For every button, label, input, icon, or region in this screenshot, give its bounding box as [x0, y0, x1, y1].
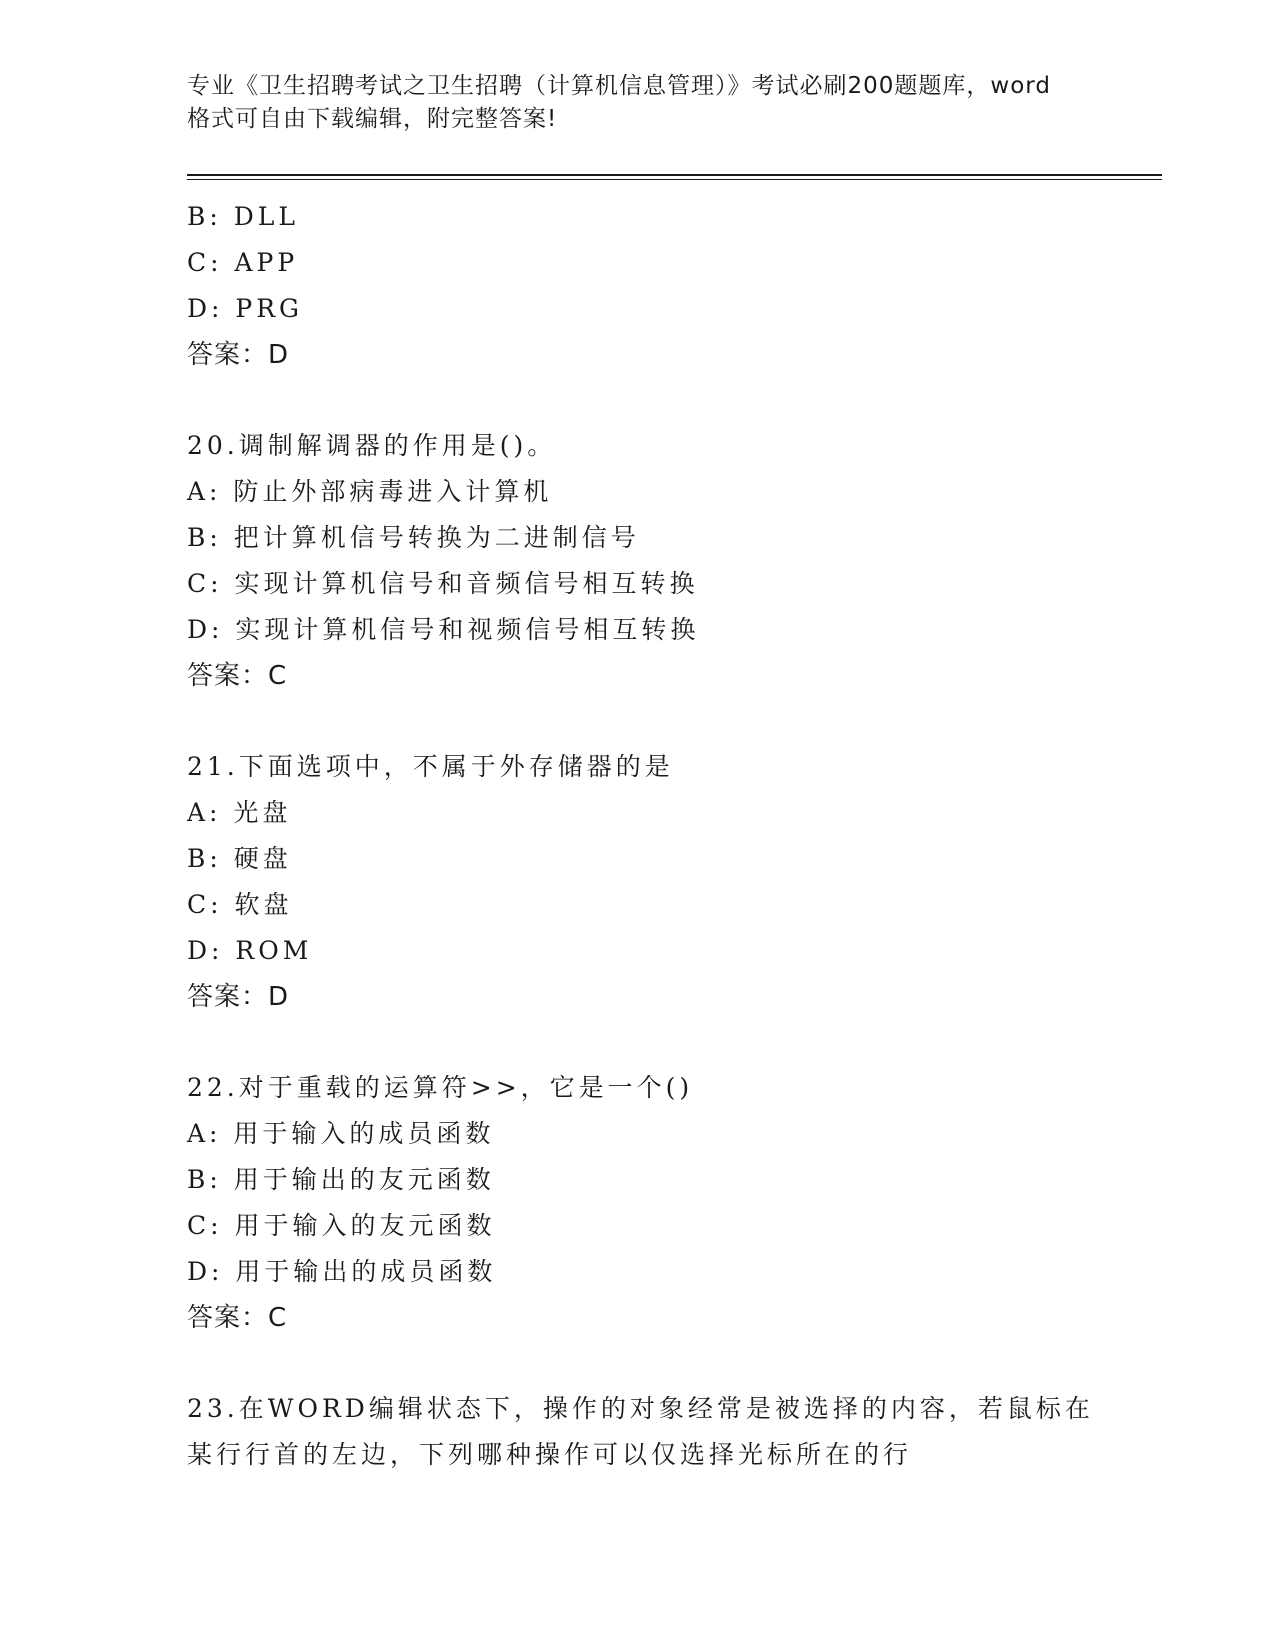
spacer: [187, 378, 1162, 423]
question-20: [187, 423, 1162, 699]
question-title-line-1: 23.在WORD编辑状态下，操作的对象经常是被选择的内容，若鼠标在: [187, 1394, 1094, 1423]
option-c: C: 实现计算机信号和音频信号相互转换: [187, 569, 699, 598]
option-a: A: 光盘: [187, 798, 292, 827]
option-b: B: 硬盘: [187, 844, 292, 873]
option-b: B: 把计算机信号转换为二进制信号: [187, 523, 640, 552]
option-d: D: ROM: [187, 936, 313, 965]
spacer: [187, 699, 1162, 744]
option-c: C: APP: [187, 248, 299, 277]
question-title: 20.调制解调器的作用是()。: [187, 431, 557, 460]
option-d: D: PRG: [187, 294, 304, 323]
question-title-line-2: 某行行首的左边，下列哪种操作可以仅选择光标所在的行: [187, 1440, 913, 1469]
question-title: 21.下面选项中，不属于外存储器的是: [187, 752, 674, 781]
header-title-line-2: 格式可自由下载编辑，附完整答案!: [187, 106, 558, 132]
question-22: [187, 1065, 1162, 1341]
option-d: D: 用于输出的成员函数: [187, 1257, 497, 1286]
question-title: 22.对于重载的运算符>>，它是一个(): [187, 1073, 694, 1102]
document-content: [187, 194, 1162, 1478]
option-c: C: 用于输入的友元函数: [187, 1211, 496, 1240]
header-divider: [187, 174, 1162, 180]
option-b: B: 用于输出的友元函数: [187, 1165, 495, 1194]
answer-line: 答案：C: [187, 661, 288, 691]
spacer: [187, 1341, 1162, 1386]
question-19-tail: [187, 194, 1162, 378]
spacer: [187, 1020, 1162, 1065]
option-a: A: 防止外部病毒进入计算机: [187, 477, 553, 506]
option-d: D: 实现计算机信号和视频信号相互转换: [187, 615, 700, 644]
option-c: C: 软盘: [187, 890, 293, 919]
answer-line: 答案：C: [187, 1303, 288, 1333]
answer-line: 答案：D: [187, 340, 290, 370]
question-21: [187, 744, 1162, 1020]
option-a: A: 用于输入的成员函数: [187, 1119, 495, 1148]
question-23: [187, 1386, 1162, 1478]
header-title-line-1: 专业《卫生招聘考试之卫生招聘（计算机信息管理）》考试必刷200题题库，word: [187, 73, 1051, 99]
option-b: B: DLL: [187, 202, 299, 231]
answer-line: 答案：D: [187, 982, 290, 1012]
document-page: [187, 70, 1162, 1478]
document-header: [187, 70, 1162, 136]
